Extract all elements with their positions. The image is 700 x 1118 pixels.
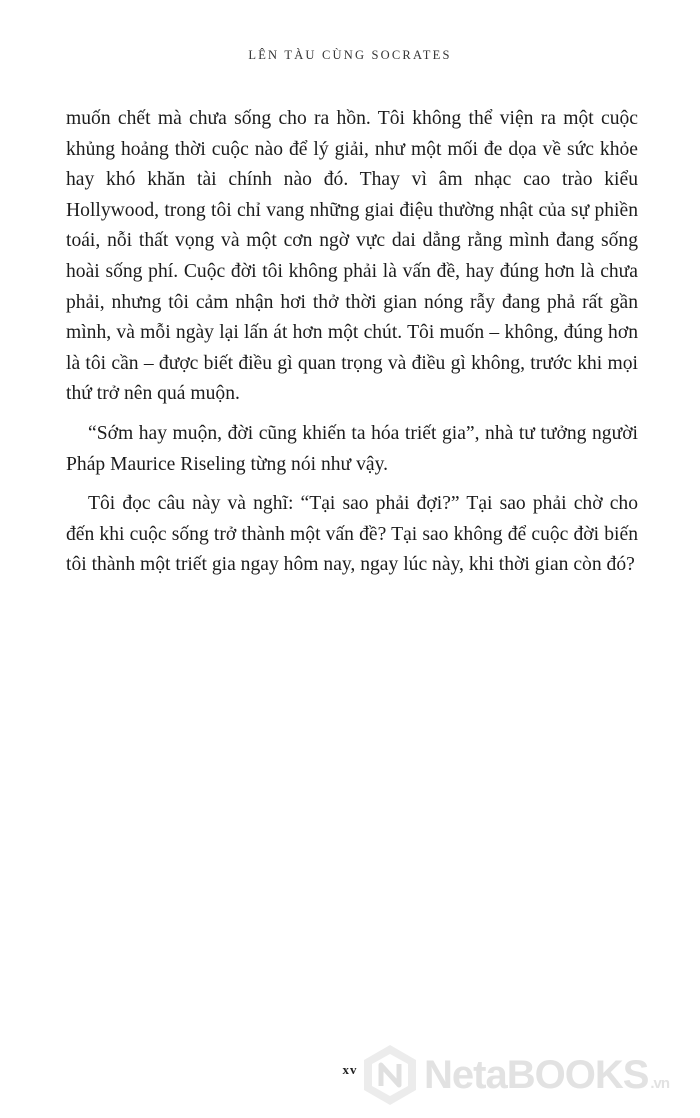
watermark — [360, 1040, 700, 1110]
paragraph-continuation: muốn chết mà chưa sống cho ra hồn. Tôi không thể viện ra một cuộc khủng hoảng thời cuộc nào để lý giải, như một mối đe dọa về sức khỏe hay khó khăn tài chính nào đó. Thay vì âm nhạc cao trào kiểu Hollywood, trong tôi chỉ vang những giai điệu thường nhật của sự phiền toái, nỗi thất vọng và một cơn ngờ vực dai dẳng rằng mình đang sống hoài sống phí. Cuộc đời tôi không phải là vấn đề, hay đúng hơn là chưa phải, nhưng tôi cảm nhận hơi thở thời gian nóng rẫy đang phả rất gần mình, và mỗi ngày lại lấn át hơn một chút. Tôi muốn – không, đúng hơn là tôi cần – được biết điều gì quan trọng và điều gì không, trước khi mọi thứ trở nên quá muộn. — [66, 108, 638, 405]
running-header: LÊN TÀU CÙNG SOCRATES — [248, 48, 452, 62]
page-number: xv — [342, 1062, 358, 1077]
paragraph-quote: “Sớm hay muộn, đời cũng khiến ta hóa triết gia”, nhà tư tưởng người Pháp Maurice Riseling từng nói như vậy. — [66, 422, 638, 475]
watermark-brand: NetaBOOKS .vn — [424, 1052, 670, 1097]
paragraph-reflection: Tôi đọc câu này và nghĩ: “Tại sao phải đợi?” Tại sao phải chờ cho đến khi cuộc sống trở thành một vấn đề? Tại sao không để cuộc đời biến tôi thành một triết gia ngay hôm nay, ngay lúc này, khi thời gian còn đó? — [66, 493, 638, 576]
body-text — [66, 104, 638, 581]
netabooks-logo-icon — [360, 1042, 420, 1108]
